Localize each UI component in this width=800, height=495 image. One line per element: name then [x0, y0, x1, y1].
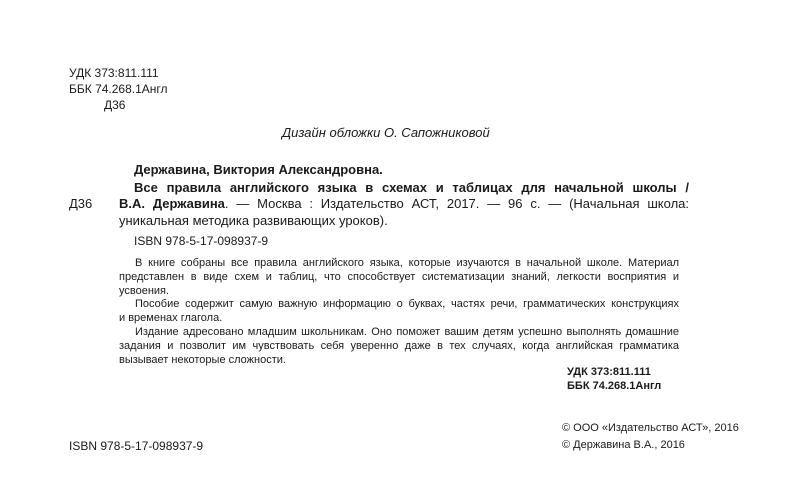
book-title [134, 180, 689, 196]
author-name: Державина, Виктория Александровна. [134, 162, 383, 177]
isbn-entry: ISBN 978-5-17-098937-9 [134, 234, 269, 248]
book-title-text: Все правила английского языка в схемах и таблицах для начальной школы / [134, 180, 689, 195]
footer-udk: УДК 373:811.111 [567, 366, 651, 378]
author-short: В.А. Державина [119, 196, 225, 211]
annotation-paragraph-1: В книге собраны все правила английского языка, которые изучаются в начальной школе. Материал представлен в виде схем и таблиц, что способствует систематизации знаний, легкости восприятия и усвоения. [119, 257, 679, 297]
series-name: уникальная методика развивающих уроков). [119, 213, 388, 228]
annotation-paragraph-2: Пособие содержит самую важную информацию о буквах, частях речи, грамматических конструкциях и временах глагола. [119, 298, 679, 324]
footer-bbk: ББК 74.268.1Англ [567, 380, 662, 392]
author-mark: Д36 [104, 98, 126, 112]
imprint-line [119, 196, 689, 212]
annotation-paragraph-3: Издание адресовано младшим школьникам. Оно поможет вашим детям успешно выполнять домашние задания и позволит им чувствовать себя уверенно даже в тех случаях, когда английская грамматика вызывает некоторые сложности. [119, 326, 679, 366]
side-author-mark: Д36 [69, 196, 93, 211]
cover-design-credit: Дизайн обложки О. Сапожниковой [282, 125, 490, 140]
udk-code: УДК 373:811.111 [69, 66, 159, 80]
footer-isbn: ISBN 978-5-17-098937-9 [69, 439, 204, 453]
copyright-author: © Державина В.А., 2016 [562, 439, 685, 451]
bbk-code: ББК 74.268.1Англ [69, 82, 168, 96]
imprint-details: . — Москва : Издательство АСТ, 2017. — 96 с. — (Начальная школа: [224, 196, 690, 211]
copyright-publisher: © ООО «Издательство АСТ», 2016 [562, 422, 739, 434]
